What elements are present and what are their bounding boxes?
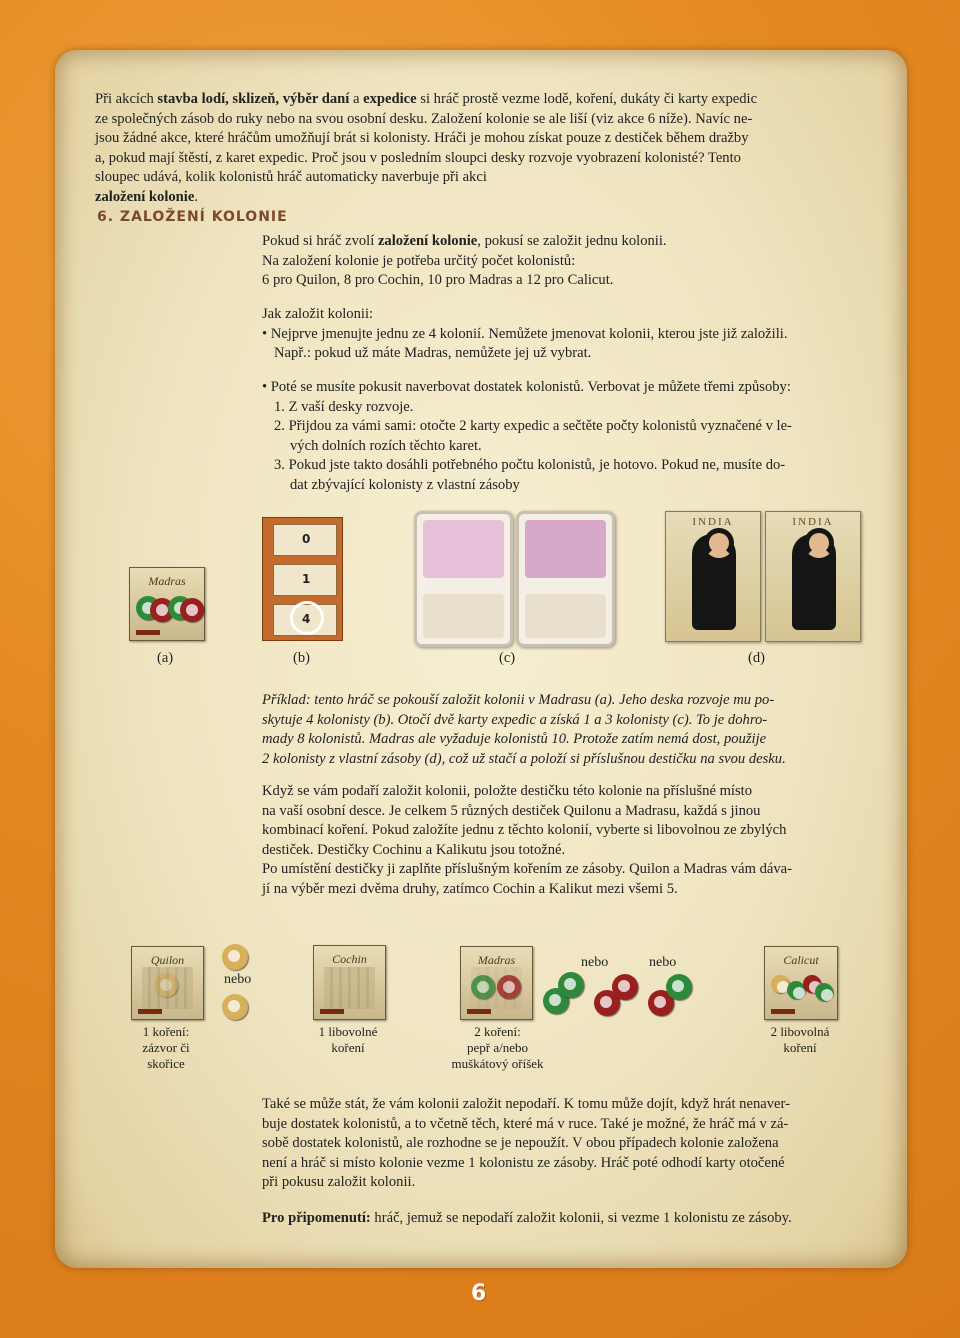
success-paragraph: Když se vám podaří založit kolonii, položte destičku této kolonie na příslušné místo na vaší osobní desce. Je celkem 5 různých destiček Quilonu a Madrasu, každá s jinou kombinací koření. Pokud založíte jednu z těchto kolonií, vyberte si libovolnou ze zbylých destiček. Destičky Cochinu a Kalikutu jsou totožné. Po umístění destičky ji zaplňte příslušným kořením ze zásoby. Quilon a Madras vám dáva- jí na výběr mezi dvěma druhy, zatímco Cochin a Kalikut mezi všemi 5. — [262, 783, 792, 897]
or-label: nebo — [581, 955, 609, 970]
label-b: (b) — [293, 650, 310, 666]
quilon-caption: 1 koření: zázvor či skořice — [142, 1024, 190, 1071]
india-card: INDIA — [665, 511, 761, 642]
label-a: (a) — [157, 650, 174, 666]
board-cell: 0 — [273, 524, 337, 556]
section-heading: 6. ZALOŽENÍ KOLONIE — [97, 209, 288, 225]
calicut-tile: Calicut — [764, 946, 838, 1020]
board-cell: 4 — [273, 604, 337, 636]
how-to-found: Jak založit kolonii: • Nejprve jmenujte jednu ze 4 kolonií. Nemůžete jmenovat kolonii, kterou jste již založili. Např.: pokud už máte Madras, nemůžete jej už vybrat. — [262, 306, 788, 362]
india-card: INDIA — [765, 511, 861, 642]
madras-tile: Madras — [129, 567, 205, 641]
example-paragraph: Příklad: tento hráč se pokouší založit kolonii v Madrasu (a). Jeho deska rozvoje mu po- skytuje 4 kolonisty (b). Otočí dvě karty expedic a získá 1 a 3 kolonisty (c). To je dohro- mady 8 kolonistů. Madras ale vyžaduje kolonistů 10. Protože zatím nemá dost, použije 2 kolonisty z vlastní zásoby (d), což už stačí a položí si příslušnou destičku na svou desku. — [262, 692, 786, 767]
intro-paragraph — [95, 90, 875, 208]
spice-token — [612, 974, 638, 1000]
cochin-tile: Cochin — [313, 945, 386, 1020]
cochin-caption: 1 libovolné koření — [318, 1024, 378, 1055]
bold-term: stavba lodí, sklizeň, výběr daní — [157, 91, 350, 107]
madras-caption: 2 koření: pepř a/nebo muškátový oříšek — [451, 1024, 544, 1071]
quilon-tile: Quilon — [131, 946, 204, 1020]
intro-line: Při akcích stavba lodí, sklizeň, výběr daní a expedice si hráč prostě vezme lodě, koření, dukáty či karty expedic — [95, 91, 758, 107]
spice-token — [666, 974, 692, 1000]
or-label: nebo — [224, 972, 252, 987]
failure-paragraph: Také se může stát, že vám kolonii založit nepodaří. K tomu může dojít, když hrát nenaver- buje dostatek kolonistů, a to včetně těch, které má v ruce. Také je možné, že hráč má v zá- sobě dostatek kolonistů, ale rozhodne se je nepoužít. V obou případech kolonie založena není a hráč si místo kolonie vezme 1 kolonistu ze zásoby. Hráč poté odhodí karty otočené při pokusu založit kolonii. — [262, 1096, 790, 1191]
ginger-token — [222, 944, 248, 970]
spice-token — [180, 598, 204, 622]
madras-tile-2: Madras — [460, 946, 533, 1020]
calicut-caption: 2 libovolná koření — [770, 1024, 830, 1055]
label-c: (c) — [499, 650, 516, 666]
intro-line: ze společných zásob do ruky nebo na svou osobní desku. Založení kolonie se ale liší (viz akce 6 níže). Navíc ne- — [95, 110, 753, 127]
expedition-card — [516, 511, 615, 647]
label-d: (d) — [748, 650, 765, 666]
intro-line: sloupec udává, kolik kolonistů hráč automaticky naverbuje při akci — [95, 169, 487, 186]
reminder: Pro připomenutí: hráč, jemuž se nepodaří založit kolonii, si vezme 1 kolonistu ze zásoby. — [262, 1210, 792, 1226]
development-board — [262, 517, 343, 641]
or-label: nebo — [649, 955, 677, 970]
intro-line: založení kolonie. — [95, 188, 198, 205]
bold-term: expedice — [363, 91, 417, 107]
board-cell: 1 — [273, 564, 337, 596]
recruit-steps: • Poté se musíte pokusit naverbovat dostatek kolonistů. Verbovat je můžete třemi způsoby: 1. Z vaší desky rozvoje. 2. Přijdou za vámi sami: otočte 2 karty expedic a sečtěte počty kolonistů vyznačené v le- vých dolních rozích těchto karet. 3. Pokud jste takto dosáhli potřebného počtu kolonistů, je hotovo. Pokud ne, musíte do- dat zbývající kolonisty z vlastní zásoby — [262, 379, 792, 493]
spice-token — [558, 972, 584, 998]
intro-line: a, pokud mají štěstí, z karet expedic. Proč jsou v posledním sloupci desky rozvoje vyobrazení kolonisté? Tento — [95, 149, 741, 166]
clove-token — [222, 994, 248, 1020]
section-intro: Pokud si hráč zvolí založení kolonie, pokusí se založit jednu kolonii. Na založení kolonie je potřeba určitý počet kolonistů: 6 pro Quilon, 8 pro Cochin, 10 pro Madras a 12 pro Calicut. — [262, 233, 667, 289]
page-number: 6 — [471, 1281, 487, 1306]
spice-token — [815, 983, 833, 1001]
expedition-card — [414, 511, 513, 647]
intro-line: jsou žádné akce, které hráčům umožňují brát si kolonisty. Hráči je mohou získat pouze z destiček během dražby — [95, 130, 749, 147]
